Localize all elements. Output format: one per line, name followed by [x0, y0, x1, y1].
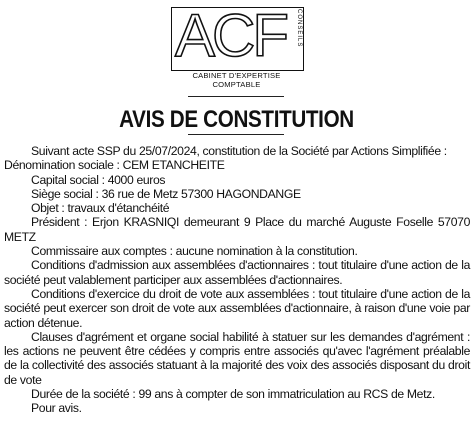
logo-side-text: CONSEILS	[296, 9, 302, 48]
notice-body	[4, 144, 470, 416]
paragraph-intro: Suivant acte SSP du 25/07/2024, constitution de la Société par Actions Simplifiée :	[31, 144, 447, 158]
paragraph-pour-avis: Pour avis.	[31, 401, 82, 416]
paragraph-agrement: Clauses d'agrément et organe social habilité à statuer sur les demandes d'agrément : les actions ne peuvent être cédées y compris entre associés qu'avec l'agrément préalable de la collectivité des associés statuant à la majorité des voix des associés disposant du droit de vote	[4, 329, 470, 387]
paragraph-capital: Capital social : 4000 euros	[31, 172, 166, 187]
paragraph-president: Président : Erjon KRASNIQI demeurant 9 Place du marché Auguste Foselle 57070 METZ	[4, 215, 470, 244]
paragraph-vote: Conditions d'exercice du droit de vote aux assemblées : tout titulaire d'une action de la société peut exercer son droit de vote aux assemblées d'actionnaire, à raison d'une voie par action détenue.	[4, 286, 470, 330]
notice-title: AVIS DE CONSTITUTION	[119, 106, 354, 133]
title-rule-top	[188, 96, 284, 97]
paragraph-admission: Conditions d'admission aux assemblées d'actionnaires : tout titulaire d'une action de la société peut valablement participer aux assemblées d'actionnaires.	[4, 258, 470, 287]
paragraph-commissaire: Commissaire aux comptes : aucune nomination à la constitution.	[31, 244, 358, 259]
paragraph-objet: Objet : travaux d'étanchéité	[31, 201, 170, 216]
logo-tagline: CABINET D'EXPERTISE COMPTABLE	[192, 71, 281, 89]
logo-letters: ACF	[175, 2, 286, 69]
acf-logo	[171, 2, 304, 89]
paragraph-siege: Siège social : 36 rue de Metz 57300 HAGONDANGE	[31, 186, 301, 201]
paragraph-denomination: Dénomination sociale : CEM ETANCHEITE	[4, 158, 225, 173]
title-rule-bottom	[188, 134, 284, 135]
paragraph-duree: Durée de la société : 99 ans à compter de son immatriculation au RCS de Metz.	[31, 387, 435, 402]
